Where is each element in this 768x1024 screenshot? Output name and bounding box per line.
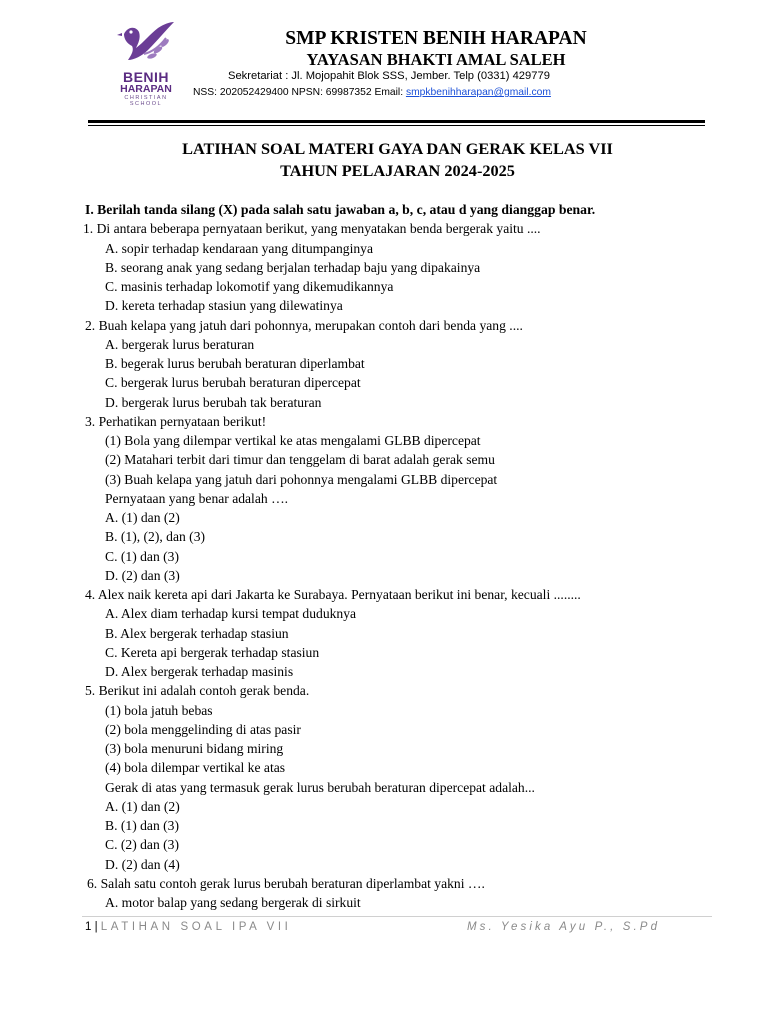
option-2a: A. bergerak lurus beraturan: [105, 337, 255, 352]
email-link[interactable]: smpkbenihharapan@gmail.com: [405, 87, 551, 98]
statement-3-2: (2) Matahari terbit dari timur dan tenggelam di barat adalah gerak semu: [105, 452, 495, 467]
statement-3-1: (1) Bola yang dilempar vertikal ke atas mengalami GLBB dipercepat: [105, 433, 481, 448]
option-4c: C. Kereta api bergerak terhadap stasiun: [105, 645, 320, 660]
option-4d: D. Alex bergerak terhadap masinis: [105, 664, 294, 679]
statement-5-4: (4) bola dilempar vertikal ke atas: [105, 760, 286, 775]
option-1c: C. masinis terhadap lokomotif yang dikemudikannya: [105, 279, 394, 294]
footer-left: [85, 920, 291, 934]
header-rule-thick: [88, 120, 705, 123]
option-3c: C. (1) dan (3): [105, 549, 179, 564]
title-line2: TAHUN PELAJARAN 2024-2025: [280, 161, 515, 180]
page-number: 1 |: [85, 921, 101, 933]
section-instruction: I. Berilah tanda silang (X) pada salah satu jawaban a, b, c, atau d yang dianggap benar.: [85, 202, 596, 217]
footer-right: [467, 920, 660, 934]
question-5-prompt: Gerak di atas yang termasuk gerak lurus berubah beraturan dipercepat adalah...: [105, 780, 535, 795]
school-address: Sekretariat : Jl. Mojopahit Blok SSS, Jember. Telp (0331) 429779: [228, 70, 550, 82]
question-1: 1. Di antara beberapa pernyataan berikut, yang menyatakan benda bergerak yaitu ....: [83, 221, 541, 236]
logo-name-line4: SCHOOL: [129, 101, 163, 107]
statement-5-3: (3) bola menuruni bidang miring: [105, 741, 284, 756]
question-6: 6. Salah satu contoh gerak lurus berubah beraturan diperlambat yakni ….: [87, 876, 485, 891]
question-3-prompt: Pernyataan yang benar adalah ….: [105, 491, 289, 506]
footer-author: Ms. Yesika Ayu P., S.Pd: [467, 921, 661, 933]
option-5a: A. (1) dan (2): [105, 799, 180, 814]
statement-5-1: (1) bola jatuh bebas: [105, 703, 213, 718]
question-5: 5. Berikut ini adalah contoh gerak benda.: [85, 683, 310, 698]
foundation-name: YAYASAN BHAKTI AMAL SALEH: [306, 50, 566, 69]
school-ids: [193, 86, 551, 100]
school-name: SMP KRISTEN BENIH HARAPAN: [285, 28, 587, 49]
option-3d: D. (2) dan (3): [105, 568, 180, 583]
option-2d: D. bergerak lurus berubah tak beraturan: [105, 395, 322, 410]
option-5c: C. (2) dan (3): [105, 837, 179, 852]
statement-5-2: (2) bola menggelinding di atas pasir: [105, 722, 301, 737]
school-heading: [196, 28, 676, 69]
option-3b: B. (1), (2), dan (3): [105, 529, 206, 544]
statement-3-3: (3) Buah kelapa yang jatuh dari pohonnya mengalami GLBB dipercepat: [105, 472, 498, 487]
option-1b: B. seorang anak yang sedang berjalan terhadap baju yang dipakainya: [105, 260, 481, 275]
option-3a: A. (1) dan (2): [105, 510, 180, 525]
logo-name-line1: BENIH: [122, 69, 170, 85]
logo-name-line2: HARAPAN: [120, 83, 172, 95]
question-3: 3. Perhatikan pernyataan berikut!: [85, 414, 267, 429]
header-rule-thin: [88, 125, 705, 126]
option-2c: C. bergerak lurus berubah beraturan dipercepat: [105, 375, 361, 390]
option-5b: B. (1) dan (3): [105, 818, 179, 833]
logo-name-line3: CHRISTIAN: [124, 95, 168, 101]
document-title: [90, 138, 705, 182]
logo-wordmark: [114, 71, 178, 107]
option-1d: D. kereta terhadap stasiun yang dilewatinya: [105, 298, 343, 313]
option-2b: B. begerak lurus berubah beraturan diperlambat: [105, 356, 365, 371]
question-4: 4. Alex naik kereta api dari Jakarta ke Surabaya. Pernyataan berikut ini benar, kecuali ........: [85, 587, 581, 602]
ids-text: NSS: 202052429400 NPSN: 69987352 Email:: [193, 87, 406, 98]
title-line1: LATIHAN SOAL MATERI GAYA DAN GERAK KELAS VII: [182, 139, 613, 158]
option-4a: A. Alex diam terhadap kursi tempat duduknya: [105, 606, 357, 621]
dove-logo-icon: [114, 20, 178, 72]
question-2: 2. Buah kelapa yang jatuh dari pohonnya, merupakan contoh dari benda yang ....: [85, 318, 523, 333]
option-6a: A. motor balap yang sedang bergerak di sirkuit: [105, 895, 361, 910]
footer-label: LATIHAN SOAL IPA VII: [100, 921, 292, 933]
option-5d: D. (2) dan (4): [105, 857, 180, 872]
option-1a: A. sopir terhadap kendaraan yang ditumpanginya: [105, 241, 374, 256]
footer-rule: [82, 916, 712, 917]
option-4b: B. Alex bergerak terhadap stasiun: [105, 626, 289, 641]
